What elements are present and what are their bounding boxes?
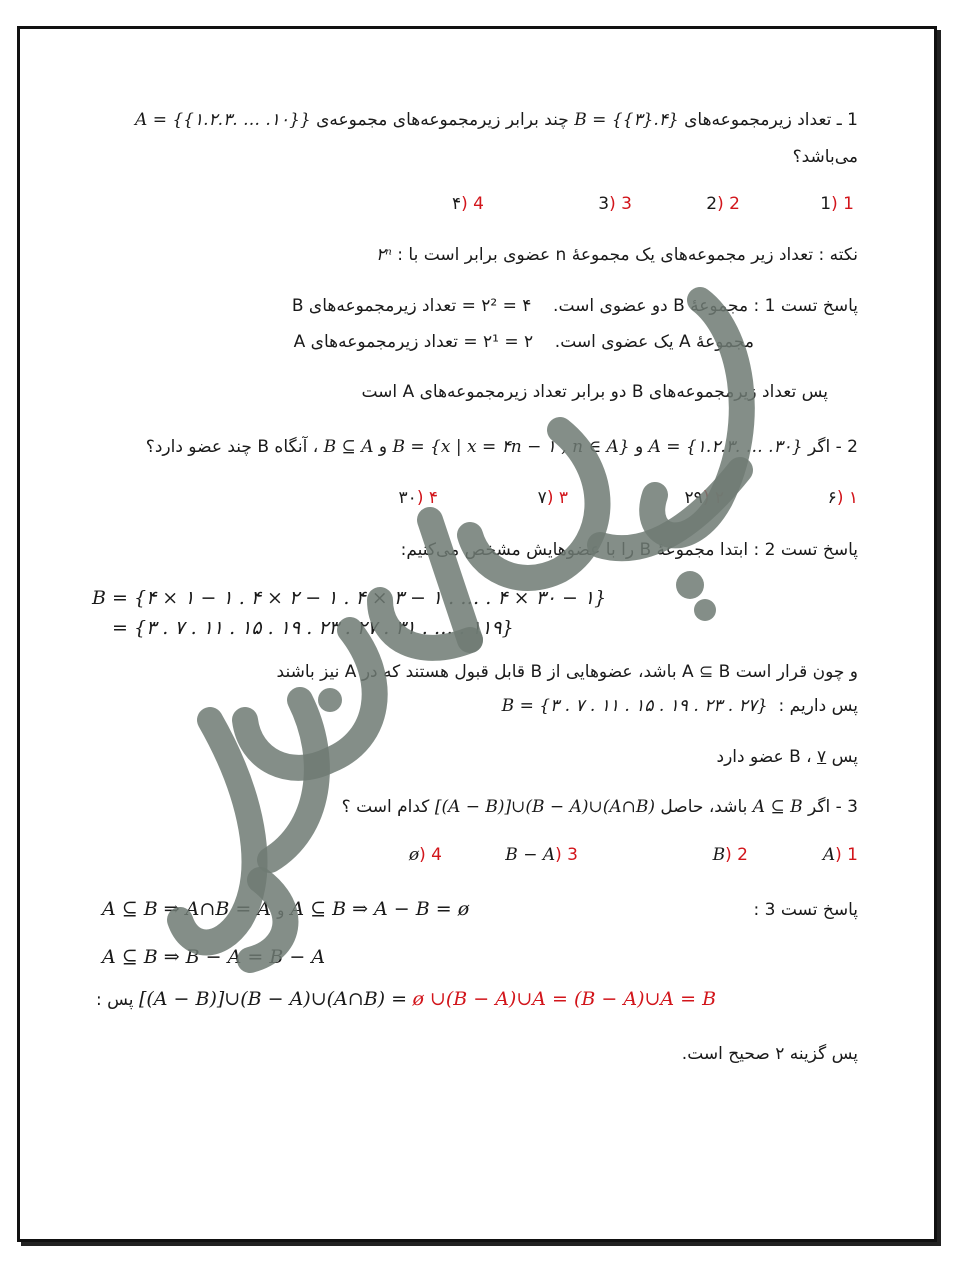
a2-line1: پاسخ تست 2 : ابتدا مجموعهٔ B را با عضوهایش مشخص می‌کنیم:	[400, 540, 858, 560]
a3-equation-1: A ⊆ B ⇒ A∩B = A و A ⊆ B ⇒ A − B = ø	[102, 898, 470, 920]
a1-line2: مجموعهٔ A یک عضوی است. ۲ = ۲¹ = تعداد زیرمجموعه‌های A	[293, 332, 754, 352]
a2-equation-1: B = {۴ × ۱ − ۱ . ۴ × ۲ − ۱ . ۴ × ۳ − ۱ . … . ۴ × ۳۰ − ۱}	[92, 587, 607, 609]
q3-option-3: 3 (B − A	[505, 845, 578, 865]
q1-option-3: 3 (3	[598, 194, 632, 214]
q3-option-4: 4 (ø	[408, 845, 442, 865]
a1-line1: پاسخ تست 1 : مجموعهٔ B دو عضوی است. ۴ = ۲² = تعداد زیرمجموعه‌های B	[291, 296, 858, 316]
q3-line: 3 - اگر A ⊆ B باشد، حاصل [(A − B)]∪(B − A)∪(A∩B) کدام است ؟	[341, 797, 858, 817]
q3-option-1: 1 (A	[822, 845, 858, 865]
q1-option-1: 1 (1	[820, 194, 854, 214]
a2-line3: پس داریم : B = {۳ . ۷ . ۱۱ . ۱۵ . ۱۹ . ۲۳ . ۲۷}	[501, 696, 858, 716]
q1-line1: 1 ـ تعداد زیرمجموعه‌های B = {{۳}.۴} چند برابر زیرمجموعه‌های مجموعه‌ی A = {{۱.۲.۳. … .۱۰}}	[135, 110, 858, 130]
a3-equation-2: A ⊆ B ⇒ B − A = B − A	[102, 946, 326, 968]
a1-line3: پس تعداد زیرمجموعه‌های B دو برابر تعداد زیرمجموعه‌های A است	[361, 382, 828, 402]
q2-option-1: ۱ (۶	[827, 488, 858, 508]
q2-option-2: ۲ (۲۹	[684, 488, 724, 508]
a2-equation-2: = {۳ . ۷ . ۱۱ . ۱۵ . ۱۹ . ۲۳ . ۲۷ . ۳۱ . … . ۱۱۹}	[112, 617, 514, 639]
q1-option-2: 2 (2	[706, 194, 740, 214]
final-answer: پس گزینه ۲ صحیح است.	[681, 1044, 858, 1064]
a3-equation-3: پس : [(A − B)]∪(B − A)∪(A∩B) = ø ∪(B − A)∪A = (B − A)∪A = B	[96, 988, 717, 1010]
a2-line2: و چون قرار است A ⊆ B باشد، عضوهایی از B قابل قبول هستند که در A نیز باشند	[276, 662, 858, 682]
note-line: نکته : تعداد زیر مجموعه‌های یک مجموعهٔ n عضوی برابر است با : ۲ⁿ	[375, 245, 858, 265]
q2-option-4: ۴ (۳۰	[398, 488, 438, 508]
q3-option-2: 2 (B	[712, 845, 748, 865]
a3-label: پاسخ تست 3 :	[753, 900, 858, 920]
q1-option-4: 4 (۴	[451, 194, 484, 214]
q1-line2: می‌باشد؟	[792, 147, 858, 167]
q2-option-3: ۳ (۷	[537, 488, 568, 508]
q2-line: 2 - اگر A = {۱.۲.۳. … .۳۰} و B = {x | x = ۴n − ۱ , n ∈ A} و B ⊆ A ، آنگاه B چند عضو دارد؟	[145, 437, 858, 457]
a2-line4: پس B ، ۷ عضو دارد	[716, 747, 858, 767]
